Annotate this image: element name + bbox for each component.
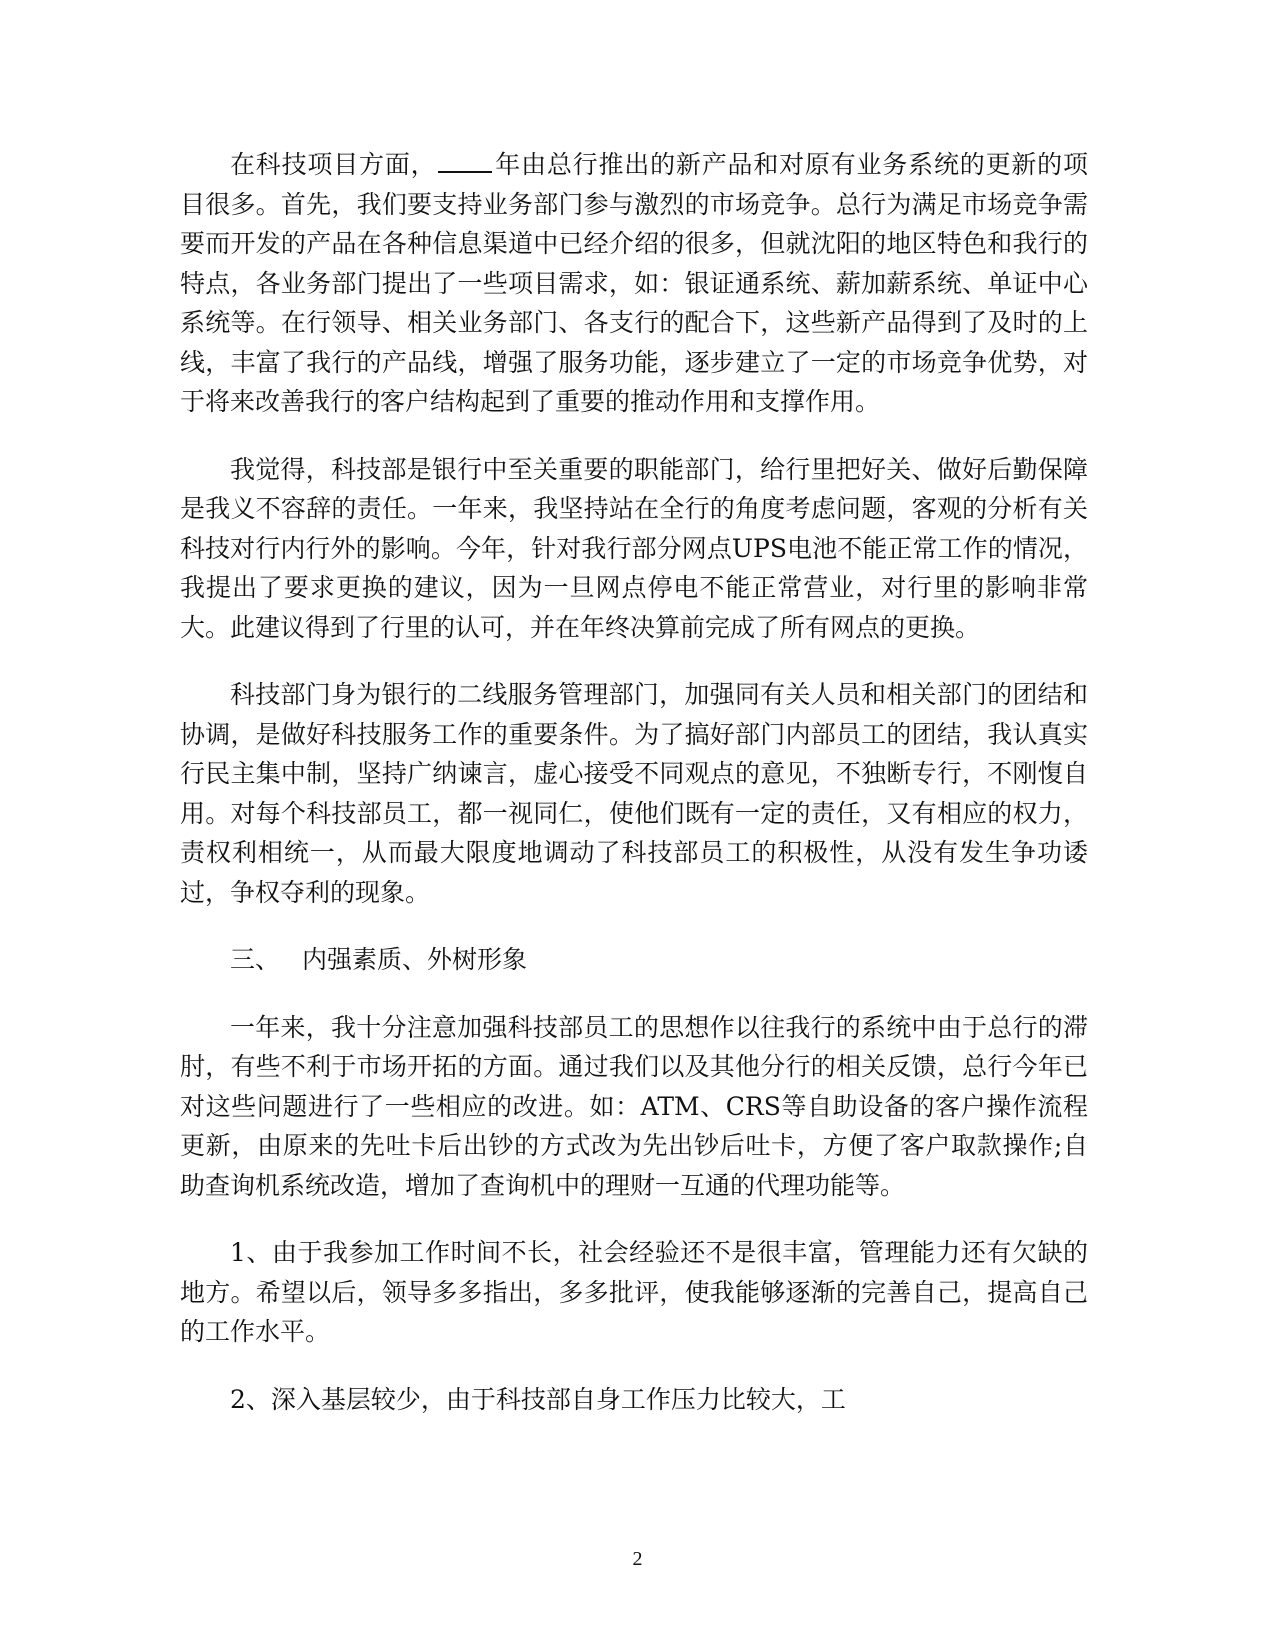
section-heading — [180, 940, 1088, 980]
paragraph-shortcoming-1: 1、由于我参加工作时间不长，社会经验还不是很丰富，管理能力还有欠缺的地方。希望以后，领导多多指出，多多批评，使我能够逐渐的完善自己，提高自己的工作水平。 — [180, 1238, 1088, 1346]
page-number: 2 — [632, 1548, 643, 1570]
document-body — [180, 145, 1088, 1447]
paragraph-shortcoming-2: 2、深入基层较少，由于科技部自身工作压力比较大，工 — [230, 1384, 846, 1414]
paragraph-tech-department-role: 我觉得，科技部是银行中至关重要的职能部门，给行里把好关、做好后勤保障是我义不容辞的责任。一年来，我坚持站在全行的角度考虑问题，客观的分析有关科技对行内行外的影响。今年，针对我行部分网点UPS电池不能正常工作的情况，我提出了要求更换的建议，因为一旦网点停电不能正常营业，对行里的影响非常大。此建议得到了行里的认可，并在年终决算前完成了所有网点的更换。 — [180, 454, 1088, 642]
paragraph-staff-improvement: 一年来，我十分注意加强科技部员工的思想作以往我行的系统中由于总行的滞肘，有些不利于市场开拓的方面。通过我们以及其他分行的相关反馈，总行今年已对这些问题进行了一些相应的改进。如：ATM、CRS等自助设备的客户操作流程更新，由原来的先吐卡后出钞的方式改为先出钞后吐卡，方便了客户取款操作;自助查询机系统改造，增加了查询机中的理财一互通的代理功能等。 — [180, 1012, 1088, 1200]
paragraph-text-lead: 在科技项目方面， — [230, 150, 437, 179]
paragraph-team-coordination: 科技部门身为银行的二线服务管理部门，加强同有关人员和相关部门的团结和协调，是做好科技服务工作的重要条件。为了搞好部门内部员工的团结，我认真实行民主集中制，坚持广纳谏言，虚心接受不同观点的意见，不独断专行，不刚愎自用。对每个科技部员工，都一视同仁，使他们既有一定的责任，又有相应的权力，责权利相统一，从而最大限度地调动了科技部员工的积极性，从没有发生争功诿过，争权夺利的现象。 — [180, 680, 1088, 907]
paragraph-text-rest: 年由总行推出的新产品和对原有业务系统的更新的项目很多。首先，我们要支持业务部门参与激烈的市场竞争。总行为满足市场竞争需要而开发的产品在各种信息渠道中已经介绍的很多，但就沈阳的地区特色和我行的特点，各业务部门提出了一些项目需求，如：银证通系统、薪加薪系统、单证中心系统等。在行领导、相关业务部门、各支行的配合下，这些新产品得到了及时的上线，丰富了我行的产品线，增强了服务功能，逐步建立了一定的市场竞争优势，对于将来改善我行的客户结构起到了重要的推动作用和支撑作用。 — [180, 150, 1088, 416]
paragraph-tech-projects — [180, 145, 1088, 422]
section-title: 内强素质、外树形象 — [302, 945, 528, 974]
year-blank — [438, 149, 492, 173]
section-number: 三、 — [230, 945, 281, 974]
